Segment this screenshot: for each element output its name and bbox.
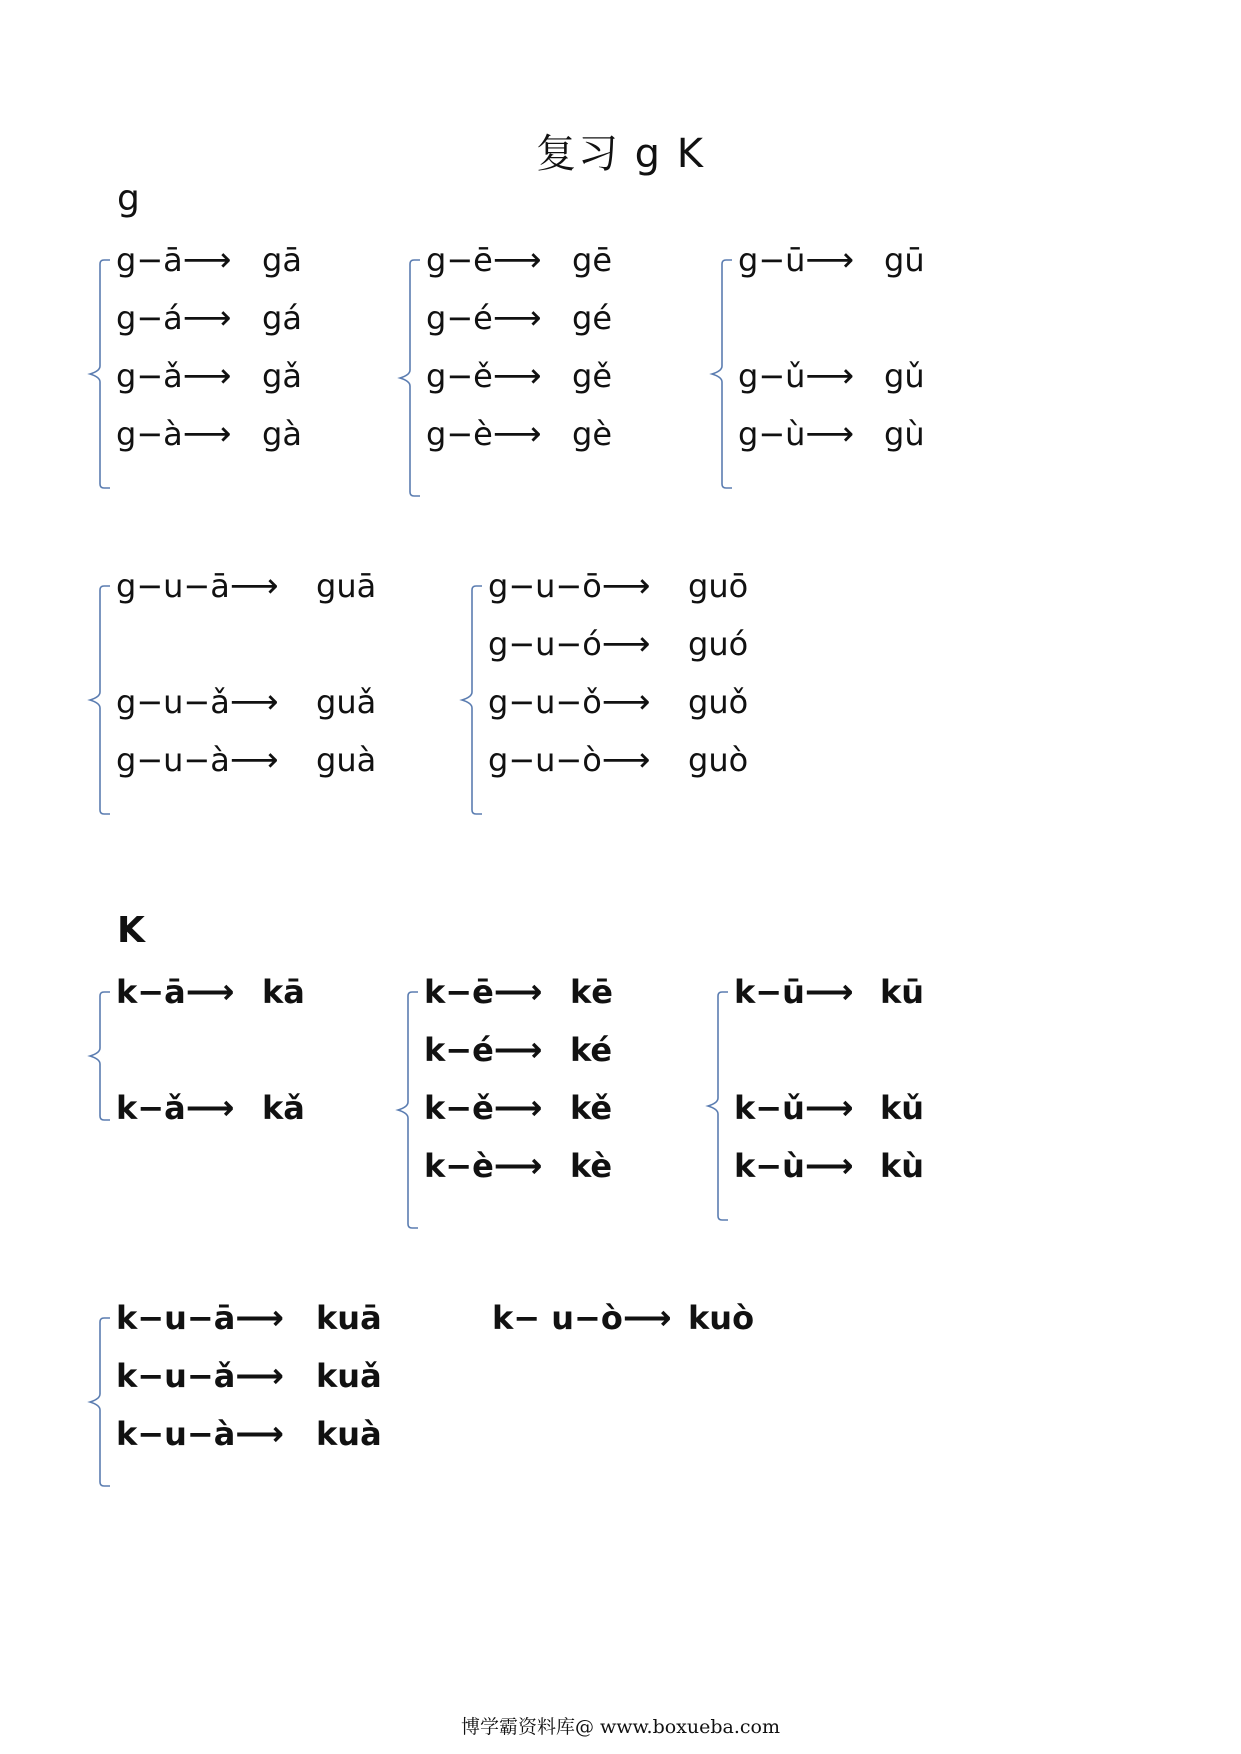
pinyin-row: g−à⟶ gà <box>116 414 302 454</box>
arrow-icon: ⟶ <box>492 356 542 396</box>
arrow-icon: ⟶ <box>492 414 542 454</box>
arrow-icon: ⟶ <box>622 1298 672 1338</box>
arrow-icon: ⟶ <box>804 1088 854 1128</box>
brace-icon <box>86 254 116 494</box>
brace-icon <box>86 986 116 1126</box>
arrow-icon: ⟶ <box>493 1088 543 1128</box>
pinyin-row: g−u−ǎ⟶ guǎ <box>116 682 377 722</box>
arrow-icon: ⟶ <box>182 356 232 396</box>
footer-watermark: 博学霸资料库@ www.boxueba.com <box>460 1716 781 1738</box>
arrow-icon: ⟶ <box>492 298 542 338</box>
pinyin-row: k−u−ā⟶ kuā <box>116 1298 382 1338</box>
pinyin-row: k−è⟶ kè <box>424 1146 613 1186</box>
brace-icon <box>394 986 424 1236</box>
arrow-icon: ⟶ <box>805 414 855 454</box>
arrow-icon: ⟶ <box>235 1298 285 1338</box>
brace-icon <box>704 986 734 1226</box>
pinyin-row: k− u−ò⟶ kuò <box>492 1298 755 1338</box>
arrow-icon: ⟶ <box>182 414 232 454</box>
pinyin-row: g−u−à⟶ guà <box>116 740 377 780</box>
arrow-icon: ⟶ <box>601 682 651 722</box>
arrow-icon: ⟶ <box>601 624 651 664</box>
arrow-icon: ⟶ <box>805 356 855 396</box>
pinyin-row: k−ā⟶ kā <box>116 972 305 1012</box>
arrow-icon: ⟶ <box>804 972 854 1012</box>
arrow-icon: ⟶ <box>601 740 651 780</box>
arrow-icon: ⟶ <box>235 1414 285 1454</box>
section-label-k: K <box>117 910 145 951</box>
brace-icon <box>708 254 738 494</box>
page-title: 复习 g K <box>535 131 706 177</box>
arrow-icon: ⟶ <box>492 240 542 280</box>
pinyin-row: g−ù⟶ gù <box>738 414 925 454</box>
pinyin-row: g−u−ǒ⟶ guǒ <box>488 682 749 722</box>
pinyin-row: k−u−à⟶ kuà <box>116 1414 382 1454</box>
pinyin-row: g−u−ā⟶ guā <box>116 566 377 606</box>
arrow-icon: ⟶ <box>229 682 279 722</box>
pinyin-row: k−ǎ⟶ kǎ <box>116 1088 305 1128</box>
pinyin-row: k−é⟶ ké <box>424 1030 613 1070</box>
pinyin-row: g−ū⟶ gū <box>738 240 925 280</box>
pinyin-row: g−u−ō⟶ guō <box>488 566 749 606</box>
brace-icon <box>86 580 116 820</box>
brace-icon <box>458 580 488 820</box>
arrow-icon: ⟶ <box>493 1030 543 1070</box>
arrow-icon: ⟶ <box>229 566 279 606</box>
arrow-icon: ⟶ <box>804 1146 854 1186</box>
pinyin-row: g−u−ó⟶ guó <box>488 624 749 664</box>
pinyin-row: g−é⟶ gé <box>426 298 612 338</box>
brace-icon <box>86 1312 116 1492</box>
pinyin-row: k−ū⟶ kū <box>734 972 925 1012</box>
arrow-icon: ⟶ <box>601 566 651 606</box>
pinyin-row: k−ǔ⟶ kǔ <box>734 1088 925 1128</box>
pinyin-row: g−ǎ⟶ gǎ <box>116 356 302 396</box>
section-label-g: g <box>117 178 140 219</box>
arrow-icon: ⟶ <box>805 240 855 280</box>
pinyin-row: k−ù⟶ kù <box>734 1146 925 1186</box>
arrow-icon: ⟶ <box>185 972 235 1012</box>
pinyin-row: g−á⟶ gá <box>116 298 302 338</box>
pinyin-row: g−ā⟶ gā <box>116 240 302 280</box>
pinyin-row: k−u−ǎ⟶ kuǎ <box>116 1356 382 1396</box>
pinyin-row: k−ě⟶ kě <box>424 1088 613 1128</box>
pinyin-row: g−u−ò⟶ guò <box>488 740 749 780</box>
arrow-icon: ⟶ <box>185 1088 235 1128</box>
pinyin-row: g−è⟶ gè <box>426 414 612 454</box>
pinyin-row: g−ē⟶ gē <box>426 240 612 280</box>
arrow-icon: ⟶ <box>493 1146 543 1186</box>
arrow-icon: ⟶ <box>229 740 279 780</box>
arrow-icon: ⟶ <box>235 1356 285 1396</box>
pinyin-row: g−ě⟶ gě <box>426 356 612 396</box>
pinyin-row: k−ē⟶ kē <box>424 972 613 1012</box>
pinyin-row: g−ǔ⟶ gǔ <box>738 356 925 396</box>
arrow-icon: ⟶ <box>493 972 543 1012</box>
arrow-icon: ⟶ <box>182 240 232 280</box>
brace-icon <box>396 254 426 504</box>
arrow-icon: ⟶ <box>182 298 232 338</box>
